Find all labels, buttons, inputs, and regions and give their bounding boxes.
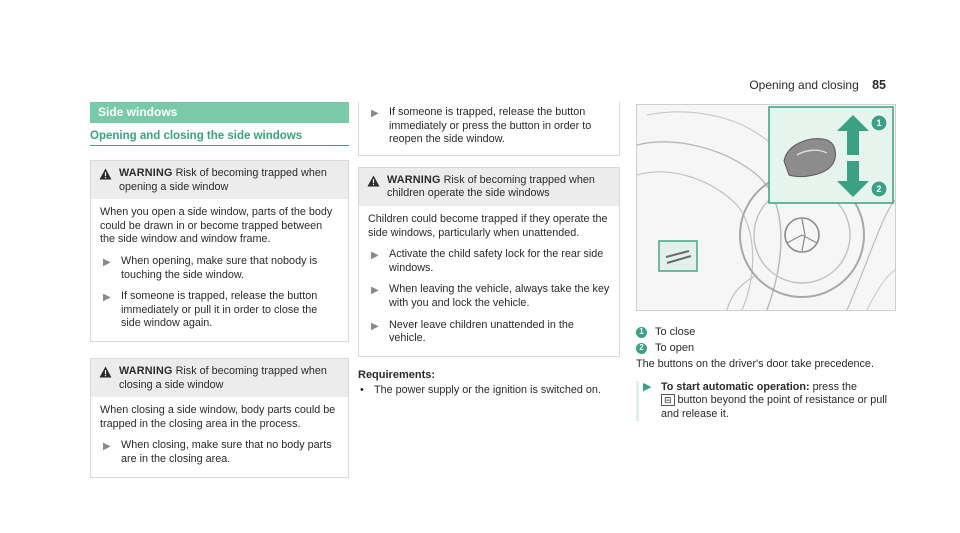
action-arrow-icon: ▶: [643, 380, 652, 393]
legend-number-badge: 2: [636, 343, 647, 354]
warning-box-closing: [90, 358, 349, 478]
action-text-before: press the: [812, 380, 857, 393]
warning-heading: [387, 174, 611, 201]
legend-text: To open: [655, 342, 695, 354]
warning-triangle-icon: [99, 365, 119, 392]
warning-box-children: [358, 167, 620, 357]
warning-step-text: If someone is trapped, release the button immediately or press the button in order to reopen the side window.: [389, 106, 592, 146]
warning-step: [368, 102, 610, 147]
step-arrow-icon: ▶: [103, 292, 111, 304]
warning-step-text: Never leave children unattended in the vehicle.: [389, 318, 574, 345]
running-header: [749, 78, 886, 92]
legend-item: [636, 341, 894, 355]
requirements-title: Requirements:: [358, 368, 436, 381]
warning-label: WARNING: [119, 364, 173, 377]
warning-summary: Risk of becoming trapped when children operate the side windows: [387, 173, 595, 200]
figure-legend: [636, 325, 894, 355]
section-title: Side windows: [90, 102, 349, 123]
step-arrow-icon: ▶: [103, 256, 111, 268]
window-switch-button-icon: ⊟: [661, 394, 675, 406]
callout-2-label: 2: [876, 184, 882, 194]
action-text: [661, 381, 894, 422]
warning-heading: [119, 167, 340, 194]
warning-step: [100, 439, 339, 466]
warning-step: [368, 319, 610, 346]
step-arrow-icon: ▶: [371, 285, 379, 297]
action-step: [636, 381, 894, 422]
intro-paragraph: The buttons on the driver's door take precedence.: [636, 358, 874, 370]
warning-step-text: When opening, make sure that nobody is touching the side window.: [121, 254, 318, 281]
header-title: Opening and closing: [749, 78, 859, 92]
warning-box-opening: [90, 160, 349, 342]
warning-description: Children could become trapped if they operate the side windows, particularly when unattended.: [368, 212, 608, 239]
warning-box-continued: [358, 102, 620, 156]
warning-step: [368, 283, 610, 310]
window-switch-illustration: [636, 104, 896, 311]
warning-header: [91, 161, 348, 199]
page-number: 85: [872, 78, 886, 92]
warning-body: [91, 199, 348, 341]
warning-step-text: When closing, make sure that no body parts are in the closing area.: [121, 439, 332, 465]
action-label: To start automatic operation:: [661, 380, 810, 393]
action-text-after: button beyond the point of resistance or pull and release it.: [661, 394, 888, 420]
requirement-text: The power supply or the ignition is switched on.: [374, 383, 601, 396]
requirement-item: [358, 384, 620, 398]
legend-number-badge: 1: [636, 327, 647, 338]
warning-label: WARNING: [119, 167, 173, 179]
subsection-title: Opening and closing the side windows: [90, 130, 349, 146]
warning-triangle-icon: [367, 174, 387, 201]
step-arrow-icon: ▶: [371, 250, 379, 262]
warning-step: [100, 255, 339, 282]
warning-step-text: If someone is trapped, release the button immediately or pull it in order to close the side window again.: [121, 290, 318, 330]
bullet-icon: •: [360, 383, 364, 396]
legend-item: [636, 325, 894, 339]
warning-step: [100, 290, 339, 331]
step-arrow-icon: ▶: [103, 441, 111, 453]
column-1: [90, 102, 349, 478]
column-3: [636, 104, 894, 421]
warning-body: [359, 206, 619, 356]
warning-step-text: When leaving the vehicle, always take the key with you and lock the vehicle.: [389, 283, 610, 309]
warning-summary: Risk of becoming trapped when closing a side window: [119, 364, 327, 391]
callout-1-label: 1: [876, 118, 882, 128]
warning-step: [368, 248, 610, 275]
warning-header: [91, 359, 348, 397]
step-arrow-icon: ▶: [371, 320, 379, 332]
warning-summary: Risk of becoming trapped when opening a side window: [119, 167, 327, 193]
warning-description: When closing a side window, body parts could be trapped in the closing area in the process.: [100, 404, 336, 430]
warning-heading: [119, 365, 340, 392]
warning-header: [359, 168, 619, 206]
warning-step-text: Activate the child safety lock for the rear side windows.: [389, 248, 604, 274]
warning-description: When you open a side window, parts of the body could be drawn in or become trapped between the side window and window frame.: [100, 206, 333, 246]
warning-triangle-icon: [99, 167, 119, 194]
step-arrow-icon: ▶: [371, 108, 379, 119]
column-2: [358, 102, 620, 397]
warning-body: [91, 397, 348, 476]
warning-label: WARNING: [387, 173, 441, 186]
door-panel-drawing: [637, 105, 895, 310]
legend-text: To close: [655, 326, 696, 338]
